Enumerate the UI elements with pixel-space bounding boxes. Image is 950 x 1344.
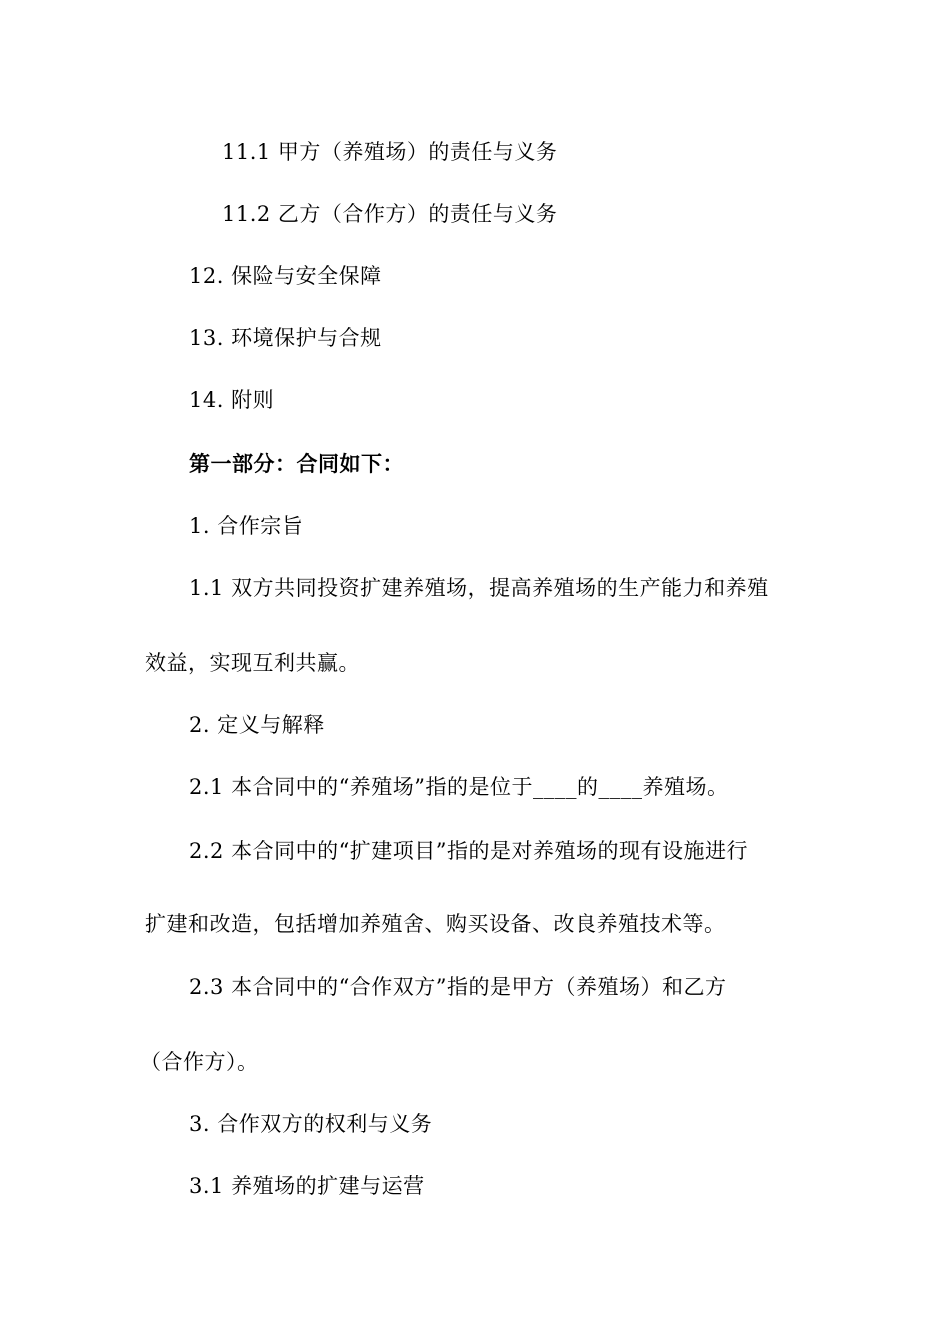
clause-2-3-line-1: 2.3 本合同中的“合作双方”指的是甲方（养殖场）和乙方 <box>189 975 727 999</box>
clause-2-1: 2.1 本合同中的“养殖场”指的是位于____的____养殖场。 <box>189 775 729 799</box>
clause-3-1: 3.1 养殖场的扩建与运营 <box>189 1174 425 1198</box>
clause-2-3-line-2: （合作方）。 <box>140 1050 259 1074</box>
clause-heading-3: 3. 合作双方的权利与义务 <box>189 1112 433 1136</box>
clause-2-2-line-1: 2.2 本合同中的“扩建项目”指的是对养殖场的现有设施进行 <box>189 839 749 863</box>
toc-item-13: 13. 环境保护与合规 <box>189 326 382 350</box>
toc-item-11-1: 11.1 甲方（养殖场）的责任与义务 <box>222 140 558 164</box>
section-heading: 第一部分：合同如下： <box>189 451 404 476</box>
toc-item-11-2: 11.2 乙方（合作方）的责任与义务 <box>222 202 558 226</box>
clause-2-2-line-2: 扩建和改造，包括增加养殖舍、购买设备、改良养殖技术等。 <box>145 912 726 936</box>
clause-heading-1: 1. 合作宗旨 <box>189 514 304 538</box>
clause-1-1-line-2: 效益，实现互利共赢。 <box>145 651 360 675</box>
clause-1-1-line-1: 1.1 双方共同投资扩建养殖场，提高养殖场的生产能力和养殖 <box>189 576 769 600</box>
clause-heading-2: 2. 定义与解释 <box>189 713 325 737</box>
toc-item-12: 12. 保险与安全保障 <box>189 264 382 288</box>
toc-item-14: 14. 附则 <box>189 388 275 412</box>
